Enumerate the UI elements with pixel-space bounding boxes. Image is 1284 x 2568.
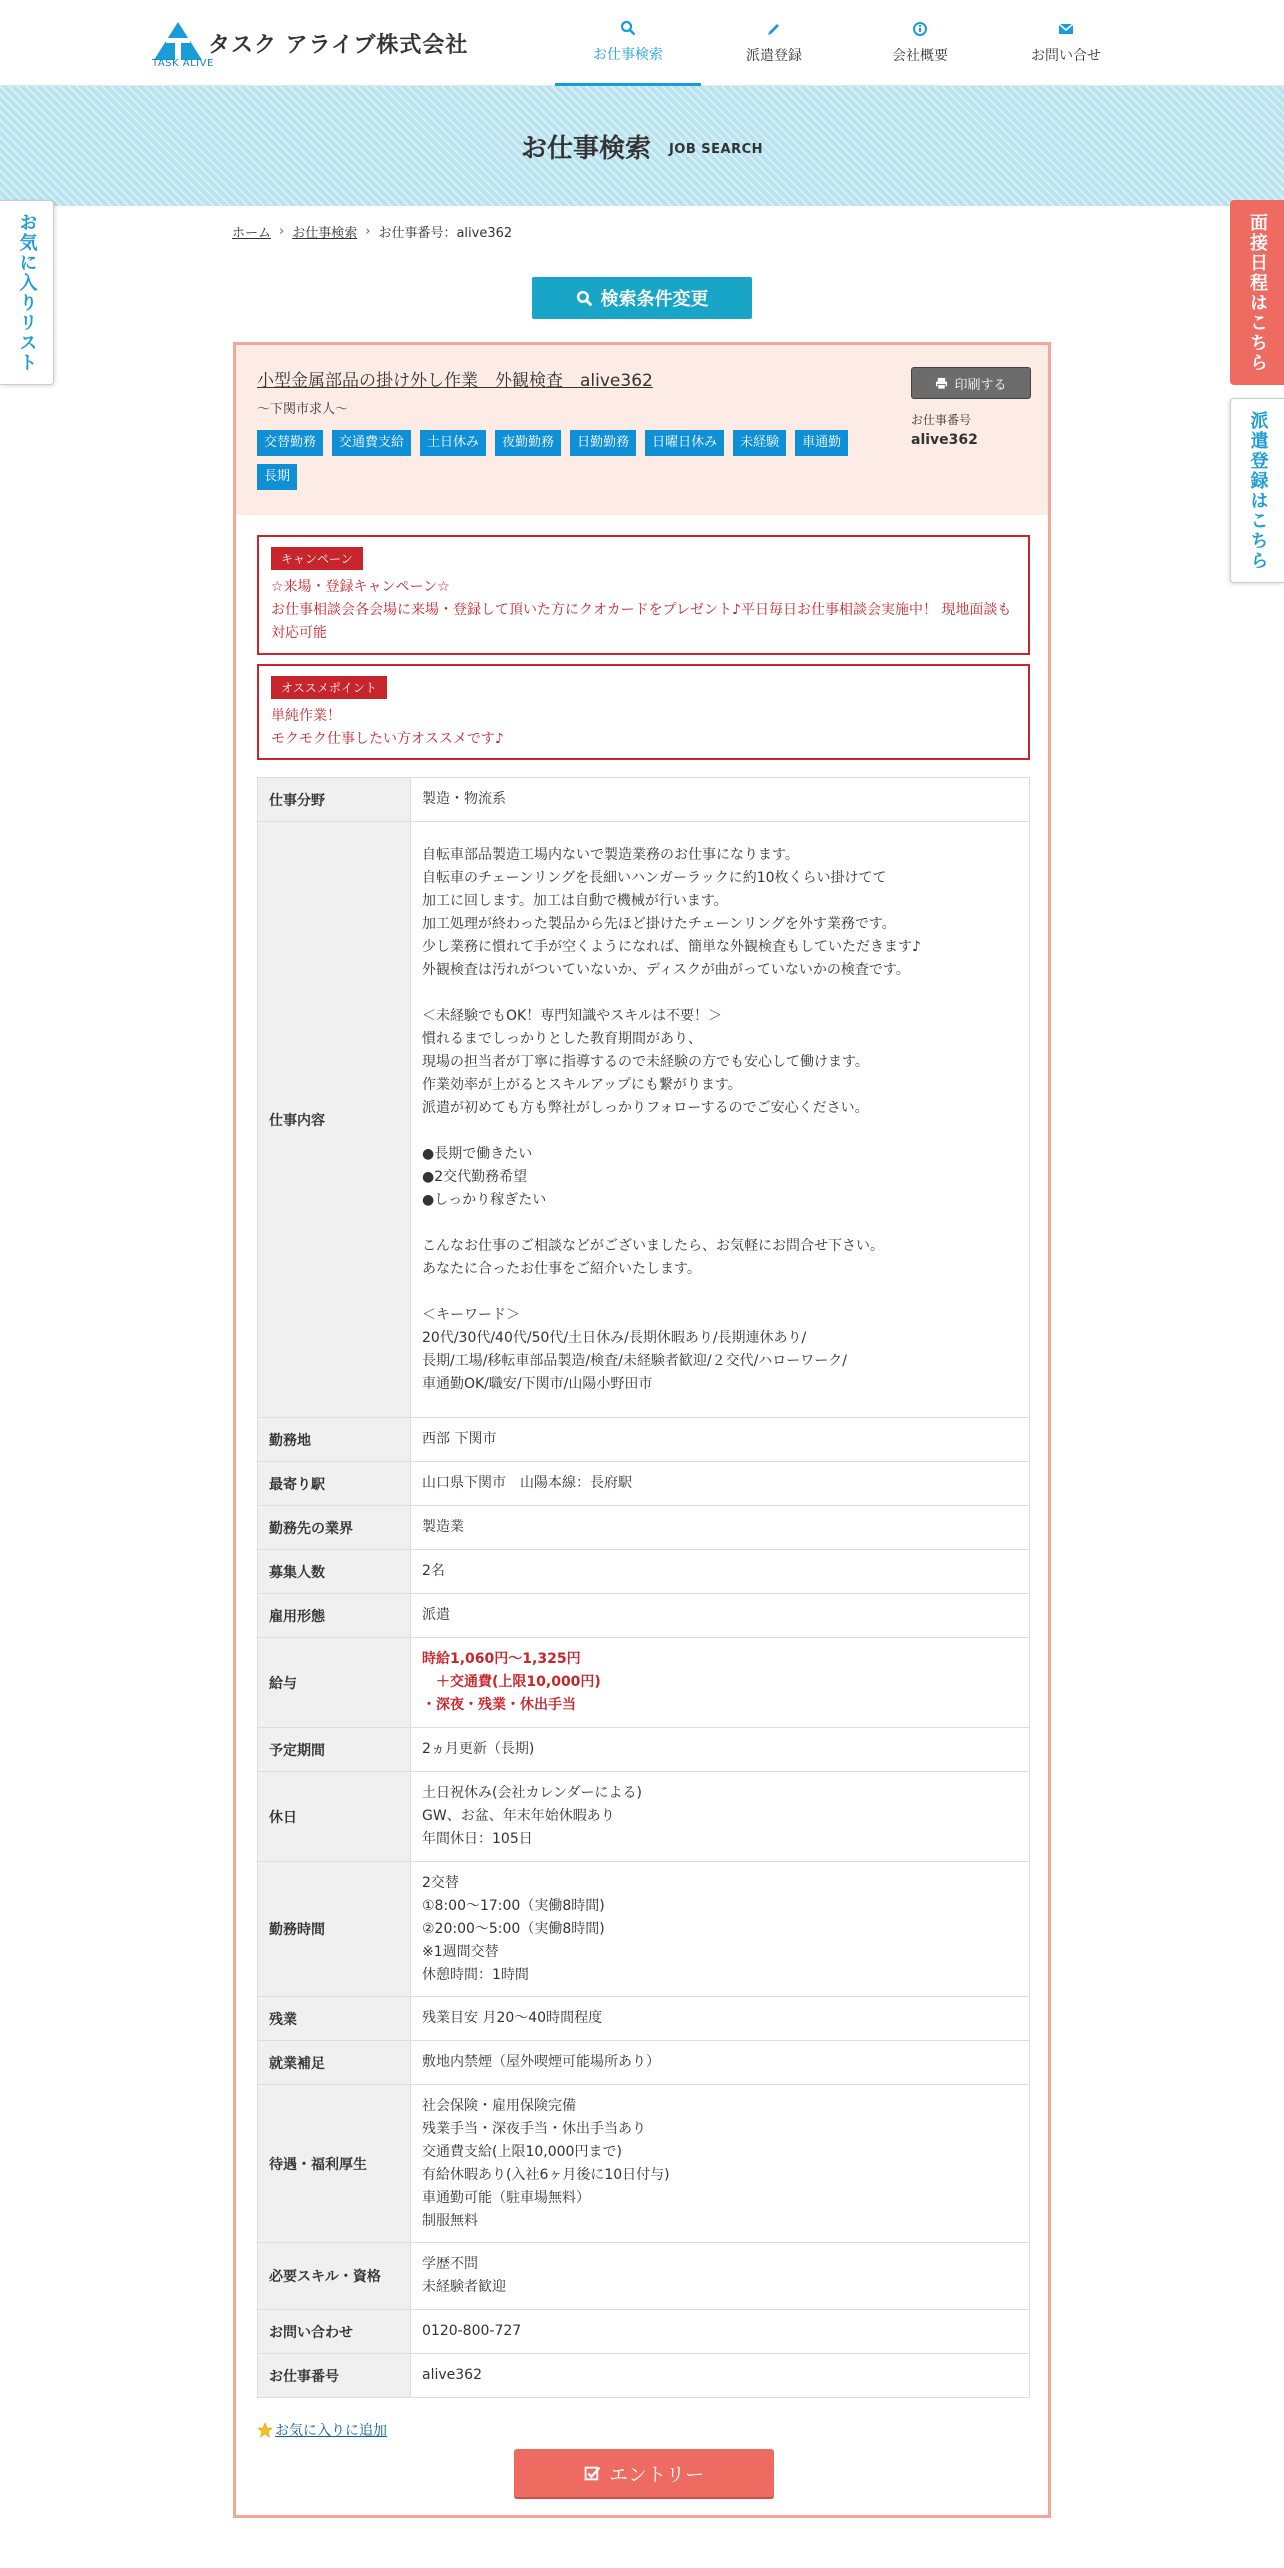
- spec-label: 勤務時間: [258, 1862, 411, 1997]
- job-tag: 未経験: [733, 430, 786, 456]
- job-spec-table: [257, 777, 1030, 2398]
- spec-value: 山口県下関市 山陽本線：長府駅: [411, 1462, 1030, 1506]
- spec-value: 西部 下関市: [411, 1418, 1030, 1462]
- checkbox-icon: [584, 2465, 601, 2482]
- job-tags: [257, 430, 877, 490]
- campaign-badge: キャンペーン: [271, 547, 363, 570]
- spec-label: 休日: [258, 1772, 411, 1862]
- spec-row: [258, 1418, 1030, 1462]
- job-tag: 交替勤務: [257, 430, 323, 456]
- job-tag: 車通勤: [795, 430, 848, 456]
- breadcrumb-current: お仕事番号：alive362: [378, 226, 513, 241]
- job-tag: 長期: [257, 464, 297, 490]
- recommend-text: 単純作業！ モクモク仕事したい方オススメです♪: [271, 708, 504, 747]
- page-subtitle: JOB SEARCH: [668, 141, 764, 157]
- spec-row: [258, 1594, 1030, 1638]
- page-hero: [0, 86, 1284, 206]
- spec-row: [258, 822, 1030, 1418]
- spec-value: alive362: [411, 2354, 1030, 2398]
- salary-value: 時給1,060円～1,325円 ＋交通費(上限10,000円) ・深夜・残業・休出手当: [411, 1638, 1030, 1728]
- spec-value: 学歴不問 未経験者歓迎: [411, 2243, 1030, 2310]
- logo-subtext: TASK ALIVE: [152, 58, 214, 69]
- job-tag: 日曜日休み: [645, 430, 724, 456]
- recommend-box: [257, 664, 1030, 760]
- spec-value: 2ヵ月更新（長期): [411, 1728, 1030, 1772]
- spec-row: [258, 1462, 1030, 1506]
- change-search-label: 検索条件変更: [600, 289, 709, 310]
- print-button[interactable]: [911, 367, 1031, 399]
- interview-schedule-tab[interactable]: 面接日程はこちら: [1230, 200, 1284, 385]
- site-header: [0, 0, 1284, 86]
- spec-label: お問い合わせ: [258, 2310, 411, 2354]
- page-title: お仕事検索: [520, 133, 651, 164]
- chevron-right-icon: ›: [279, 224, 285, 239]
- spec-label: 就業補足: [258, 2041, 411, 2085]
- spec-value: 2名: [411, 1550, 1030, 1594]
- entry-button[interactable]: [514, 2449, 774, 2497]
- add-favorite-link[interactable]: [257, 2420, 387, 2440]
- spec-row: [258, 2310, 1030, 2354]
- spec-row: [258, 1638, 1030, 1728]
- spec-value: 派遣: [411, 1594, 1030, 1638]
- campaign-text: ☆来場・登録キャンペーン☆ お仕事相談会各会場に来場・登録して頂いた方にクオカードをプレゼント♪平日毎日お仕事相談会実施中！ 現地面談も対応可能: [271, 579, 1012, 641]
- spec-row: [258, 2354, 1030, 2398]
- job-tag: 交通費支給: [332, 430, 411, 456]
- breadcrumb: [232, 222, 512, 241]
- breadcrumb-search[interactable]: お仕事検索: [292, 226, 358, 241]
- main-nav: [555, 0, 1139, 86]
- job-number: alive362: [911, 432, 978, 448]
- spec-value: 0120-800-727: [411, 2310, 1030, 2354]
- spec-value: 製造業: [411, 1506, 1030, 1550]
- print-label: 印刷する: [954, 377, 1007, 393]
- spec-label: 仕事分野: [258, 778, 411, 822]
- star-icon: [257, 2422, 273, 2438]
- nav-item-registration[interactable]: [701, 0, 847, 86]
- nav-item-job-search[interactable]: [555, 0, 701, 86]
- spec-value: 土日祝休み(会社カレンダーによる) GW、お盆、年末年始休暇あり 年間休日：105日: [411, 1772, 1030, 1862]
- change-search-button[interactable]: [532, 277, 752, 319]
- job-detail-card: [233, 342, 1051, 2518]
- spec-label: お仕事番号: [258, 2354, 411, 2398]
- spec-value: 敷地内禁煙（屋外喫煙可能場所あり）: [411, 2041, 1030, 2085]
- job-number-label: お仕事番号: [911, 413, 972, 427]
- spec-row: [258, 1506, 1030, 1550]
- nav-item-company[interactable]: [847, 0, 993, 86]
- breadcrumb-home[interactable]: ホーム: [232, 226, 272, 241]
- envelope-icon: [1058, 21, 1074, 41]
- job-area: ～下関市求人～: [257, 402, 349, 417]
- spec-value: 残業目安 月20～40時間程度: [411, 1997, 1030, 2041]
- spec-row: [258, 1862, 1030, 1997]
- printer-icon: [935, 377, 948, 390]
- spec-label: 必要スキル・資格: [258, 2243, 411, 2310]
- job-tag: 日勤勤務: [570, 430, 636, 456]
- spec-value: 自転車部品製造工場内ないで製造業務のお仕事になります。 自転車のチェーンリングを長細いハンガーラックに約10枚くらい掛けてて 加工に回します。加工は自動で機械が行います。 加工処理が終わった製品から先ほど掛けたチェーンリングを外す業務です。 少し業務に慣れて手が空くようになれば、簡単な外観検査もしていただきます♪ 外観検査は汚れがついていないか、ディスクが曲がっていないかの検査です。 ＜未経験でもOK！専門知識やスキルは不要！＞ 慣れるまでしっかりとした教育期間があり、 現場の担当者が丁寧に指導するので未経験の方でも安心して働けます。 作業効率が上がるとスキルアップにも繋がります。 派遣が初めても方も弊社がしっかりフォローするのでご安心ください。 ●長期で働きたい ●2交代勤務希望 ●しっかり稼ぎたい こんなお仕事のご相談などがございましたら、お気軽にお問合せ下さい。 あなたに合ったお仕事をご紹介いたします。 ＜キーワード＞ 20代/30代/40代/50代/土日休み/長期休暇あり/長期連休あり/ 長期/工場/移転車部品製造/検査/未経験者歓迎/２交代/ハローワーク/ 車通勤OK/職安/下関市/山陽小野田市: [411, 822, 1030, 1418]
- spec-label: 最寄り駅: [258, 1462, 411, 1506]
- chevron-right-icon: ›: [365, 224, 371, 239]
- spec-label: 待遇・福利厚生: [258, 2085, 411, 2243]
- entry-label: エントリー: [608, 2463, 704, 2486]
- nav-label: お問い合せ: [1031, 48, 1101, 64]
- nav-item-contact[interactable]: [993, 0, 1139, 86]
- info-icon: [912, 21, 928, 41]
- job-title[interactable]: 小型金属部品の掛け外し作業 外観検査 alive362: [257, 371, 653, 391]
- nav-label: お仕事検索: [593, 46, 663, 63]
- spec-label: 給与: [258, 1638, 411, 1728]
- spec-label: 残業: [258, 1997, 411, 2041]
- site-logo[interactable]: [152, 20, 468, 72]
- add-favorite-label: お気に入りに追加: [275, 2423, 387, 2439]
- dispatch-registration-tab[interactable]: 派遣登録はこちら: [1230, 398, 1284, 583]
- campaign-box: [257, 535, 1030, 655]
- spec-value: 製造・物流系: [411, 778, 1030, 822]
- spec-value: 2交替 ①8:00～17:00（実働8時間) ②20:00～5:00（実働8時間) ※1週間交替 休憩時間：1時間: [411, 1862, 1030, 1997]
- search-icon: [620, 20, 636, 40]
- spec-row: [258, 1772, 1030, 1862]
- spec-row: [258, 1997, 1030, 2041]
- search-icon: [576, 290, 593, 307]
- favorites-list-tab[interactable]: お気に入りリスト: [0, 200, 54, 385]
- spec-row: [258, 1550, 1030, 1594]
- spec-value: 社会保険・雇用保険完備 残業手当・深夜手当・休出手当あり 交通費支給(上限10,000円まで) 有給休暇あり(入社6ヶ月後に10日付与) 車通勤可能（駐車場無料） 制服無料: [411, 2085, 1030, 2243]
- spec-row: [258, 2085, 1030, 2243]
- recommend-badge: オススメポイント: [271, 676, 387, 699]
- spec-label: 雇用形態: [258, 1594, 411, 1638]
- spec-label: 募集人数: [258, 1550, 411, 1594]
- spec-row: [258, 778, 1030, 822]
- spec-row: [258, 1728, 1030, 1772]
- spec-label: 勤務地: [258, 1418, 411, 1462]
- job-tag: 夜勤勤務: [495, 430, 561, 456]
- spec-label: 仕事内容: [258, 822, 411, 1418]
- spec-row: [258, 2243, 1030, 2310]
- job-tag: 土日休み: [420, 430, 486, 456]
- pencil-icon: [766, 21, 782, 41]
- nav-label: 派遣登録: [746, 48, 802, 64]
- logo-text: タスク アライブ株式会社: [208, 33, 469, 58]
- spec-row: [258, 2041, 1030, 2085]
- nav-label: 会社概要: [892, 48, 948, 64]
- spec-label: 予定期間: [258, 1728, 411, 1772]
- job-header: [236, 345, 1048, 515]
- spec-label: 勤務先の業界: [258, 1506, 411, 1550]
